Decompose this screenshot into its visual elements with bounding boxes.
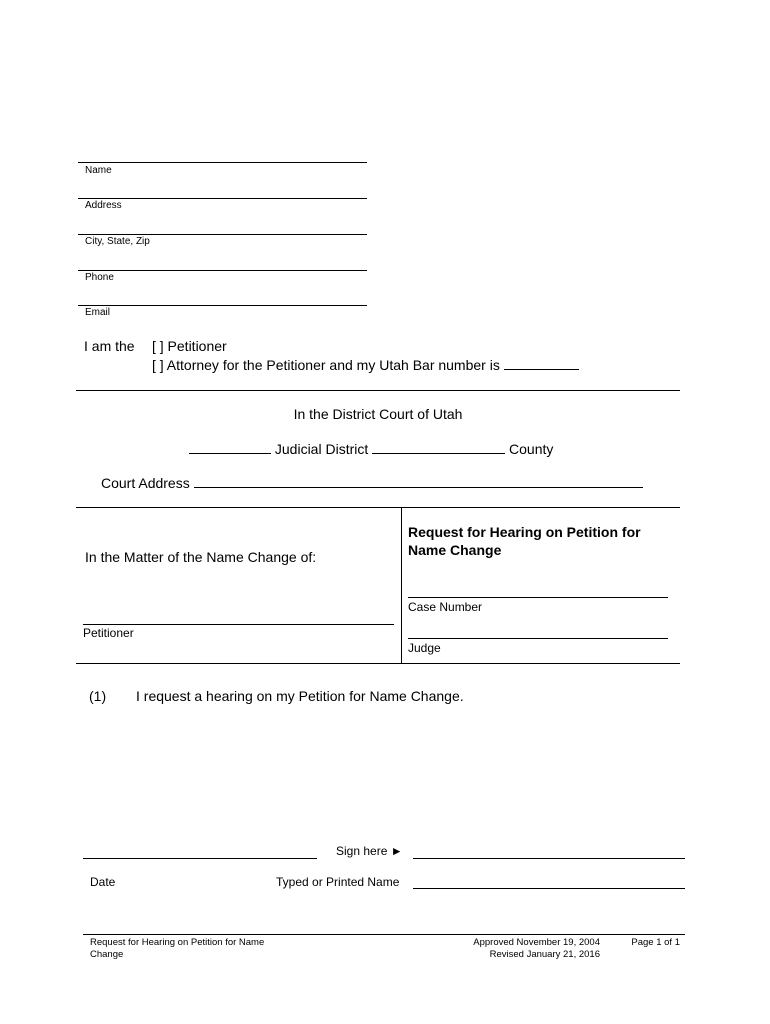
case-number-line[interactable] <box>408 597 668 598</box>
footer-dates <box>440 937 600 961</box>
typed-name-line[interactable] <box>413 888 685 889</box>
city-state-zip-line[interactable] <box>78 234 367 235</box>
item-text: I request a hearing on my Petition for Name Change. <box>136 688 464 704</box>
district-label: Judicial District <box>274 441 369 457</box>
court-address-label: Court Address <box>101 475 190 491</box>
sign-here-label: Sign here ► <box>336 844 403 858</box>
name-label: Name <box>85 165 112 176</box>
petitioner-line[interactable] <box>83 624 394 625</box>
date-line[interactable] <box>83 858 317 859</box>
footer-title-line2: Change <box>90 949 124 960</box>
petitioner-checkbox-option[interactable]: [ ] Petitioner <box>152 338 227 354</box>
email-label: Email <box>85 307 111 318</box>
typed-name-label: Typed or Printed Name <box>276 875 400 889</box>
district-blank[interactable] <box>189 440 271 454</box>
footer-form-title <box>90 937 264 961</box>
petitioner-label: Petitioner <box>83 626 134 640</box>
role-prefix: I am the <box>84 338 135 354</box>
attorney-option-label: [ ] Attorney for the Petitioner and my Utah Bar number is <box>152 357 500 373</box>
judge-label: Judge <box>408 641 441 655</box>
county-blank[interactable] <box>372 440 505 454</box>
name-line[interactable] <box>78 162 367 163</box>
email-line[interactable] <box>78 305 367 306</box>
caption-vertical-divider <box>401 507 402 663</box>
footer-page-number: Page 1 of 1 <box>631 937 680 948</box>
county-label: County <box>509 441 554 457</box>
judge-line[interactable] <box>408 638 668 639</box>
court-address-blank[interactable] <box>194 474 643 488</box>
bar-number-blank[interactable] <box>504 356 579 370</box>
attorney-checkbox-option[interactable] <box>152 356 579 373</box>
phone-line[interactable] <box>78 270 367 271</box>
date-label: Date <box>90 875 116 889</box>
matter-label: In the Matter of the Name Change of: <box>85 549 317 565</box>
caption-bottom-border <box>76 663 680 664</box>
caption-top-border <box>76 507 680 508</box>
footer-revised: Revised January 21, 2016 <box>489 949 600 960</box>
item-number: (1) <box>89 688 107 704</box>
address-label: Address <box>85 200 122 211</box>
signature-line[interactable] <box>413 858 685 859</box>
district-county-row <box>189 440 553 457</box>
footer-divider <box>83 934 685 935</box>
case-number-label: Case Number <box>408 600 483 614</box>
court-title: In the District Court of Utah <box>293 406 463 422</box>
court-address-row <box>101 474 643 491</box>
footer-approved: Approved November 19, 2004 <box>473 937 600 948</box>
city-state-zip-label: City, State, Zip <box>85 236 150 247</box>
footer-title-line1: Request for Hearing on Petition for Name <box>90 937 265 948</box>
divider-top <box>76 390 680 391</box>
document-title: Request for Hearing on Petition for Name Change <box>408 524 641 558</box>
address-line[interactable] <box>78 198 367 199</box>
phone-label: Phone <box>85 272 114 283</box>
